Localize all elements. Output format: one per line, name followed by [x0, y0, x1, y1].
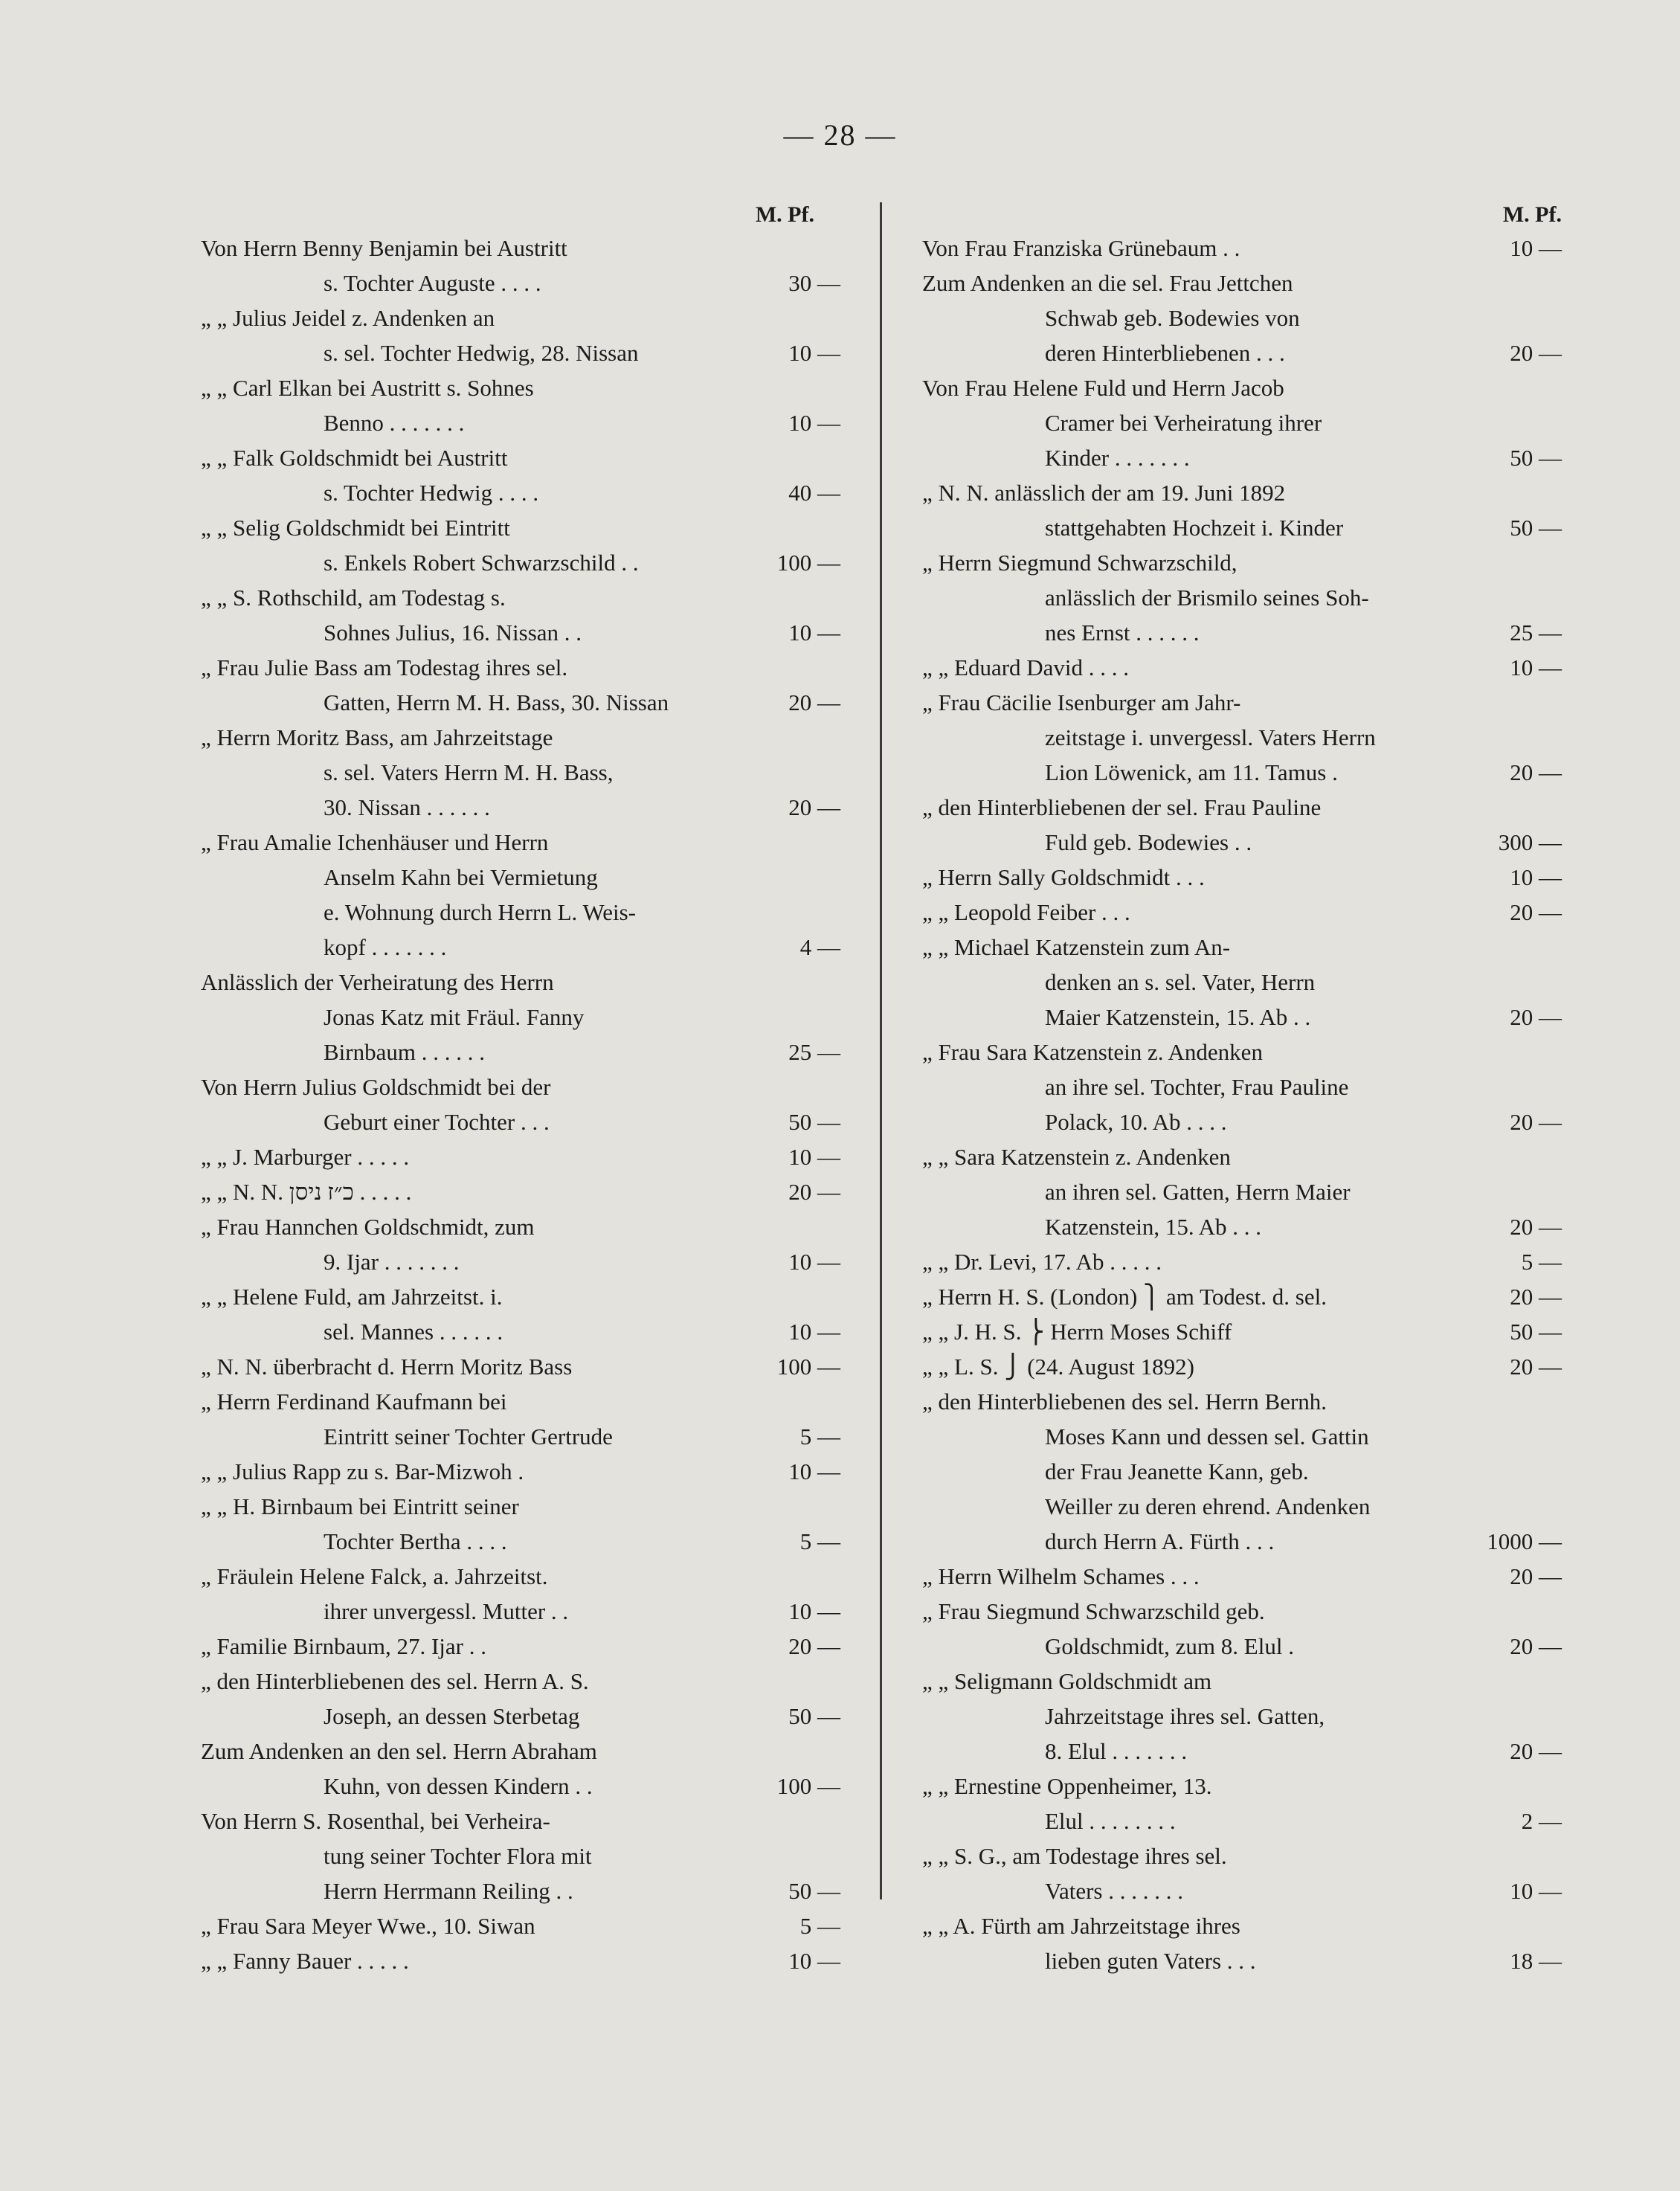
entry-amount: 20 —	[788, 689, 840, 715]
entry-text: Anselm Kahn bei Vermietung	[324, 864, 598, 890]
ledger-line	[201, 930, 840, 965]
entry-amount: 50 —	[788, 1703, 840, 1729]
entry-text: Kinder . . . . . . .	[1045, 445, 1190, 471]
entry-text: an ihre sel. Tochter, Frau Pauline	[1045, 1074, 1349, 1100]
ledger-line	[201, 405, 840, 440]
ledger-line	[201, 370, 840, 405]
ledger-line	[922, 1244, 1562, 1279]
ledger-line	[922, 755, 1562, 790]
entry-amount: 50 —	[788, 1878, 840, 1904]
entry-text: Sohnes Julius, 16. Nissan . .	[324, 620, 582, 646]
entry-amount: 100 —	[776, 1354, 840, 1380]
entry-amount: 20 —	[1510, 1109, 1562, 1135]
ledger-line	[922, 1594, 1562, 1629]
ledger-line	[201, 1908, 840, 1943]
ledger-line	[922, 825, 1562, 860]
entry-amount: 10 —	[1510, 1878, 1562, 1904]
entry-text: Gatten, Herrn M. H. Bass, 30. Nissan	[324, 689, 669, 715]
entry-text: „ „ Fanny Bauer . . . . .	[201, 1948, 409, 1974]
left-column	[201, 201, 840, 1978]
ledger-line	[922, 300, 1562, 335]
ledger-line	[201, 1104, 840, 1139]
ledger-line	[922, 1209, 1562, 1244]
entry-text: „ Familie Birnbaum, 27. Ijar . .	[201, 1633, 486, 1659]
ledger-line	[922, 1279, 1562, 1314]
ledger-line	[922, 1104, 1562, 1139]
entry-text: ihrer unvergessl. Mutter . .	[324, 1598, 569, 1624]
ledger-line	[201, 335, 840, 370]
entry-text: Geburt einer Tochter . . .	[324, 1109, 550, 1135]
ledger-line	[922, 335, 1562, 370]
ledger-line	[201, 1244, 840, 1279]
entry-amount: 5 —	[799, 1528, 840, 1554]
entry-amount: 50 —	[788, 1109, 840, 1135]
ledger-line	[201, 1838, 840, 1873]
entry-amount: 10 —	[788, 1458, 840, 1484]
ledger-line	[922, 1838, 1562, 1873]
entry-text: Von Herrn S. Rosenthal, bei Verheira-	[201, 1808, 550, 1834]
entry-amount: 5 —	[1521, 1249, 1562, 1275]
ledger-line	[201, 300, 840, 335]
entry-amount: 18 —	[1510, 1948, 1562, 1974]
ledger-line	[922, 1174, 1562, 1209]
currency-header: M. Pf.	[1502, 202, 1562, 227]
entry-amount: 20 —	[1510, 1004, 1562, 1030]
entry-text: „ Herrn Sally Goldschmidt . . .	[922, 864, 1205, 890]
entry-text: anlässlich der Brismilo seines Soh-	[1045, 585, 1369, 611]
ledger-line	[922, 1769, 1562, 1804]
entry-text: Herrn Herrmann Reiling . .	[324, 1878, 573, 1904]
entry-amount: 25 —	[1510, 620, 1562, 646]
ledger-line	[201, 1419, 840, 1454]
column-header	[201, 201, 840, 231]
entry-amount: 50 —	[1510, 445, 1562, 471]
entry-text: Cramer bei Verheiratung ihrer	[1045, 410, 1322, 436]
page-number: — 28 —	[783, 118, 897, 152]
ledger-line	[922, 231, 1562, 266]
entry-text: „ „ N. N. כ״ז ניסן . . . . .	[201, 1179, 412, 1205]
entry-text: Von Frau Helene Fuld und Herrn Jacob	[922, 375, 1284, 401]
ledger-line	[922, 1908, 1562, 1943]
entry-text: „ Fräulein Helene Falck, a. Jahrzeitst.	[201, 1563, 548, 1589]
entry-text: der Frau Jeanette Kann, geb.	[1045, 1458, 1309, 1484]
entry-text: „ „ Dr. Levi, 17. Ab . . . . .	[922, 1249, 1162, 1275]
entry-amount: 20 —	[788, 1179, 840, 1205]
ledger-line	[201, 1139, 840, 1174]
ledger-line	[922, 1943, 1562, 1978]
entry-amount: 20 —	[788, 1633, 840, 1659]
entry-amount: 20 —	[1510, 1284, 1562, 1310]
ledger-line	[922, 1699, 1562, 1734]
entry-amount: 20 —	[1510, 1633, 1562, 1659]
entry-amount: 20 —	[1510, 1563, 1562, 1589]
ledger-line	[201, 266, 840, 300]
entry-text: „ „ Seligmann Goldschmidt am	[922, 1668, 1212, 1694]
ledger-line	[201, 1873, 840, 1908]
ledger-line	[201, 1734, 840, 1769]
ledger-line	[201, 790, 840, 825]
ledger-line	[201, 1314, 840, 1349]
entry-text: lieben guten Vaters . . .	[1045, 1948, 1256, 1974]
entry-text: Anlässlich der Verheiratung des Herrn	[201, 969, 554, 995]
entry-amount: 20 —	[788, 794, 840, 820]
ledger-line	[201, 895, 840, 930]
entry-text: „ „ J. H. S. ⎬ Herrn Moses Schiff	[922, 1319, 1232, 1345]
entry-text: e. Wohnung durch Herrn L. Weis-	[324, 899, 637, 925]
entry-amount: 1000 —	[1487, 1528, 1562, 1554]
currency-header: M. Pf.	[755, 202, 814, 227]
entry-text: „ „ Helene Fuld, am Jahrzeitst. i.	[201, 1284, 503, 1310]
ledger-line	[922, 370, 1562, 405]
entry-amount: 5 —	[799, 1913, 840, 1939]
entry-text: „ „ Carl Elkan bei Austritt s. Sohnes	[201, 375, 534, 401]
ledger-line	[922, 1069, 1562, 1104]
entry-text: durch Herrn A. Fürth . . .	[1045, 1528, 1275, 1554]
entry-amount: 10 —	[788, 1249, 840, 1275]
donation-list	[922, 231, 1562, 1978]
ledger-line	[922, 1629, 1562, 1664]
entry-amount: 10 —	[788, 620, 840, 646]
entry-amount: 100 —	[776, 550, 840, 576]
entry-text: Lion Löwenick, am 11. Tamus .	[1045, 759, 1338, 785]
ledger-line	[922, 1035, 1562, 1069]
entry-text: „ „ Leopold Feiber . . .	[922, 899, 1130, 925]
entry-text: Zum Andenken an die sel. Frau Jettchen	[922, 270, 1293, 296]
entry-text: s. Enkels Robert Schwarzschild . .	[324, 550, 639, 576]
entry-text: „ Herrn H. S. (London) ⎫ am Todest. d. sel.	[922, 1284, 1327, 1310]
entry-text: Zum Andenken an den sel. Herrn Abraham	[201, 1738, 597, 1764]
entry-text: „ Herrn Wilhelm Schames . . .	[922, 1563, 1200, 1589]
ledger-line	[201, 965, 840, 1000]
entry-text: „ „ S. G., am Todestage ihres sel.	[922, 1843, 1227, 1869]
ledger-line	[201, 1699, 840, 1734]
entry-text: Maier Katzenstein, 15. Ab . .	[1045, 1004, 1311, 1030]
ledger-line	[922, 1314, 1562, 1349]
ledger-line	[201, 1943, 840, 1978]
ledger-line	[922, 1664, 1562, 1699]
entry-text: „ „ L. S. ⎭ (24. August 1892)	[922, 1354, 1194, 1380]
ledger-line	[922, 1524, 1562, 1559]
entry-text: „ „ A. Fürth am Jahrzeitstage ihres	[922, 1913, 1240, 1939]
ledger-line	[922, 1734, 1562, 1769]
entry-amount: 10 —	[788, 1948, 840, 1974]
entry-text: „ „ Julius Jeidel z. Andenken an	[201, 305, 495, 331]
ledger-line	[922, 685, 1562, 720]
entry-text: Elul . . . . . . . .	[1045, 1808, 1176, 1834]
entry-text: tung seiner Tochter Flora mit	[324, 1843, 592, 1869]
entry-amount: 10 —	[1510, 864, 1562, 890]
entry-amount: 25 —	[788, 1039, 840, 1065]
ledger-line	[922, 720, 1562, 755]
ledger-line	[922, 580, 1562, 615]
entry-text: kopf . . . . . . .	[324, 934, 447, 960]
entry-text: Vaters . . . . . . .	[1045, 1878, 1183, 1904]
entry-text: „ Frau Sara Meyer Wwe., 10. Siwan	[201, 1913, 535, 1939]
ledger-line	[922, 1559, 1562, 1594]
ledger-line	[922, 510, 1562, 545]
entry-amount: 5 —	[799, 1423, 840, 1450]
column-divider	[880, 202, 882, 1899]
ledger-line	[201, 1454, 840, 1489]
ledger-line	[201, 1279, 840, 1314]
entry-amount: 50 —	[1510, 1319, 1562, 1345]
ledger-line	[201, 545, 840, 580]
ledger-line	[201, 1769, 840, 1804]
ledger-line	[922, 1384, 1562, 1419]
entry-amount: 20 —	[1510, 340, 1562, 366]
entry-text: nes Ernst . . . . . .	[1045, 620, 1200, 646]
entry-text: „ Herrn Siegmund Schwarzschild,	[922, 550, 1238, 576]
entry-text: „ Herrn Ferdinand Kaufmann bei	[201, 1389, 507, 1415]
ledger-line	[922, 650, 1562, 685]
entry-text: „ Frau Sara Katzenstein z. Andenken	[922, 1039, 1263, 1065]
entry-text: Fuld geb. Bodewies . .	[1045, 829, 1252, 855]
ledger-line	[922, 440, 1562, 475]
entry-text: „ „ Eduard David . . . .	[922, 654, 1130, 681]
ledger-line	[201, 475, 840, 510]
entry-amount: 20 —	[1510, 1738, 1562, 1764]
ledger-line	[201, 1069, 840, 1104]
column-header	[922, 201, 1562, 231]
entry-text: Birnbaum . . . . . .	[324, 1039, 485, 1065]
entry-text: 9. Ijar . . . . . . .	[324, 1249, 460, 1275]
ledger-line	[922, 790, 1562, 825]
ledger-line	[922, 860, 1562, 895]
ledger-line	[201, 720, 840, 755]
ledger-line	[201, 510, 840, 545]
ledger-line	[922, 1349, 1562, 1384]
entry-text: Von Herrn Julius Goldschmidt bei der	[201, 1074, 551, 1100]
ledger-line	[922, 895, 1562, 930]
entry-text: Jonas Katz mit Fräul. Fanny	[324, 1004, 585, 1030]
ledger-line	[201, 1559, 840, 1594]
ledger-line	[201, 580, 840, 615]
entry-amount: 10 —	[788, 410, 840, 436]
ledger-line	[922, 1489, 1562, 1524]
entry-amount: 50 —	[1510, 515, 1562, 541]
entry-text: „ Frau Cäcilie Isenburger am Jahr-	[922, 689, 1241, 715]
ledger-line	[201, 1349, 840, 1384]
entry-text: stattgehabten Hochzeit i. Kinder	[1045, 515, 1344, 541]
right-column	[922, 201, 1562, 1978]
entry-text: Moses Kann und dessen sel. Gattin	[1045, 1423, 1369, 1450]
ledger-line	[922, 475, 1562, 510]
entry-amount: 20 —	[1510, 899, 1562, 925]
entry-text: Benno . . . . . . .	[324, 410, 465, 436]
entry-amount: 100 —	[776, 1773, 840, 1799]
entry-text: „ N. N. anlässlich der am 19. Juni 1892	[922, 480, 1286, 506]
entry-amount: 10 —	[788, 1144, 840, 1170]
entry-text: „ „ Falk Goldschmidt bei Austritt	[201, 445, 508, 471]
entry-text: „ Frau Siegmund Schwarzschild geb.	[922, 1598, 1265, 1624]
entry-amount: 4 —	[799, 934, 840, 960]
entry-text: zeitstage i. unvergessl. Vaters Herrn	[1045, 724, 1376, 750]
entry-text: Jahrzeitstage ihres sel. Gatten,	[1045, 1703, 1325, 1729]
entry-amount: 20 —	[1510, 1354, 1562, 1380]
entry-text: Eintritt seiner Tochter Gertrude	[324, 1423, 613, 1450]
ledger-line	[201, 1664, 840, 1699]
ledger-line	[201, 755, 840, 790]
entry-text: 8. Elul . . . . . . .	[1045, 1738, 1188, 1764]
entry-text: s. Tochter Hedwig . . . .	[324, 480, 539, 506]
entry-text: Tochter Bertha . . . .	[324, 1528, 507, 1554]
entry-text: „ „ H. Birnbaum bei Eintritt seiner	[201, 1493, 519, 1519]
entry-amount: 20 —	[1510, 1214, 1562, 1240]
entry-text: „ Frau Hannchen Goldschmidt, zum	[201, 1214, 535, 1240]
ledger-line	[201, 1594, 840, 1629]
donation-list	[201, 231, 840, 1978]
entry-text: deren Hinterbliebenen . . .	[1045, 340, 1285, 366]
entry-text: 30. Nissan . . . . . .	[324, 794, 490, 820]
ledger-line	[201, 1035, 840, 1069]
entry-text: Goldschmidt, zum 8. Elul .	[1045, 1633, 1294, 1659]
entry-text: „ „ Sara Katzenstein z. Andenken	[922, 1144, 1231, 1170]
ledger-line	[922, 1419, 1562, 1454]
entry-text: s. sel. Tochter Hedwig, 28. Nissan	[324, 340, 639, 366]
entry-text: „ Frau Amalie Ichenhäuser und Herrn	[201, 829, 549, 855]
ledger-line	[922, 930, 1562, 965]
entry-text: Schwab geb. Bodewies von	[1045, 305, 1300, 331]
ledger-line	[201, 615, 840, 650]
entry-amount: 10 —	[1510, 654, 1562, 681]
entry-amount: 20 —	[1510, 759, 1562, 785]
ledger-line	[922, 405, 1562, 440]
entry-text: „ „ S. Rothschild, am Todestag s.	[201, 585, 506, 611]
entry-text: „ Herrn Moritz Bass, am Jahrzeitstage	[201, 724, 553, 750]
ledger-line	[201, 650, 840, 685]
ledger-line	[201, 1384, 840, 1419]
entry-text: Von Frau Franziska Grünebaum . .	[922, 235, 1240, 261]
entry-text: an ihren sel. Gatten, Herrn Maier	[1045, 1179, 1351, 1205]
entry-text: s. Tochter Auguste . . . .	[324, 270, 541, 296]
entry-amount: 10 —	[788, 340, 840, 366]
entry-amount: 10 —	[788, 1319, 840, 1345]
entry-text: Joseph, an dessen Sterbetag	[324, 1703, 580, 1729]
entry-text: Von Herrn Benny Benjamin bei Austritt	[201, 235, 567, 261]
entry-text: Kuhn, von dessen Kindern . .	[324, 1773, 593, 1799]
entry-text: Katzenstein, 15. Ab . . .	[1045, 1214, 1262, 1240]
entry-text: „ „ Ernestine Oppenheimer, 13.	[922, 1773, 1212, 1799]
ledger-line	[201, 825, 840, 860]
ledger-line	[201, 1804, 840, 1838]
entry-text: sel. Mannes . . . . . .	[324, 1319, 503, 1345]
ledger-line	[922, 1454, 1562, 1489]
ledger-line	[201, 1174, 840, 1209]
entry-text: Weiller zu deren ehrend. Andenken	[1045, 1493, 1371, 1519]
entry-text: Polack, 10. Ab . . . .	[1045, 1109, 1227, 1135]
ledger-line	[922, 1000, 1562, 1035]
ledger-line	[922, 545, 1562, 580]
ledger-line	[922, 1139, 1562, 1174]
entry-text: „ „ J. Marburger . . . . .	[201, 1144, 410, 1170]
ledger-line	[201, 1000, 840, 1035]
ledger-line	[922, 1804, 1562, 1838]
entry-amount: 10 —	[788, 1598, 840, 1624]
ledger-line	[922, 1873, 1562, 1908]
ledger-line	[201, 231, 840, 266]
entry-text: „ den Hinterbliebenen des sel. Herrn Bernh.	[922, 1389, 1327, 1415]
ledger-line	[922, 965, 1562, 1000]
ledger-line	[922, 266, 1562, 300]
entry-amount: 30 —	[788, 270, 840, 296]
entry-amount: 40 —	[788, 480, 840, 506]
entry-text: „ „ Michael Katzenstein zum An-	[922, 934, 1231, 960]
ledger-line	[201, 685, 840, 720]
entry-text: „ den Hinterbliebenen des sel. Herrn A. S.	[201, 1668, 589, 1694]
ledger-line	[201, 860, 840, 895]
ledger-line	[201, 1524, 840, 1559]
entry-text: „ Frau Julie Bass am Todestag ihres sel.	[201, 654, 568, 681]
entry-text: „ „ Selig Goldschmidt bei Eintritt	[201, 515, 510, 541]
entry-text: denken an s. sel. Vater, Herrn	[1045, 969, 1316, 995]
entry-text: „ „ Julius Rapp zu s. Bar-Mizwoh .	[201, 1458, 524, 1484]
entry-amount: 10 —	[1510, 235, 1562, 261]
ledger-line	[201, 440, 840, 475]
ledger-line	[201, 1209, 840, 1244]
ledger-line	[922, 615, 1562, 650]
ledger-line	[201, 1489, 840, 1524]
ledger-line	[201, 1629, 840, 1664]
entry-text: s. sel. Vaters Herrn M. H. Bass,	[324, 759, 614, 785]
entry-text: „ den Hinterbliebenen der sel. Frau Pauline	[922, 794, 1322, 820]
entry-text: „ N. N. überbracht d. Herrn Moritz Bass	[201, 1354, 573, 1380]
entry-amount: 300 —	[1498, 829, 1562, 855]
entry-amount: 2 —	[1521, 1808, 1562, 1834]
